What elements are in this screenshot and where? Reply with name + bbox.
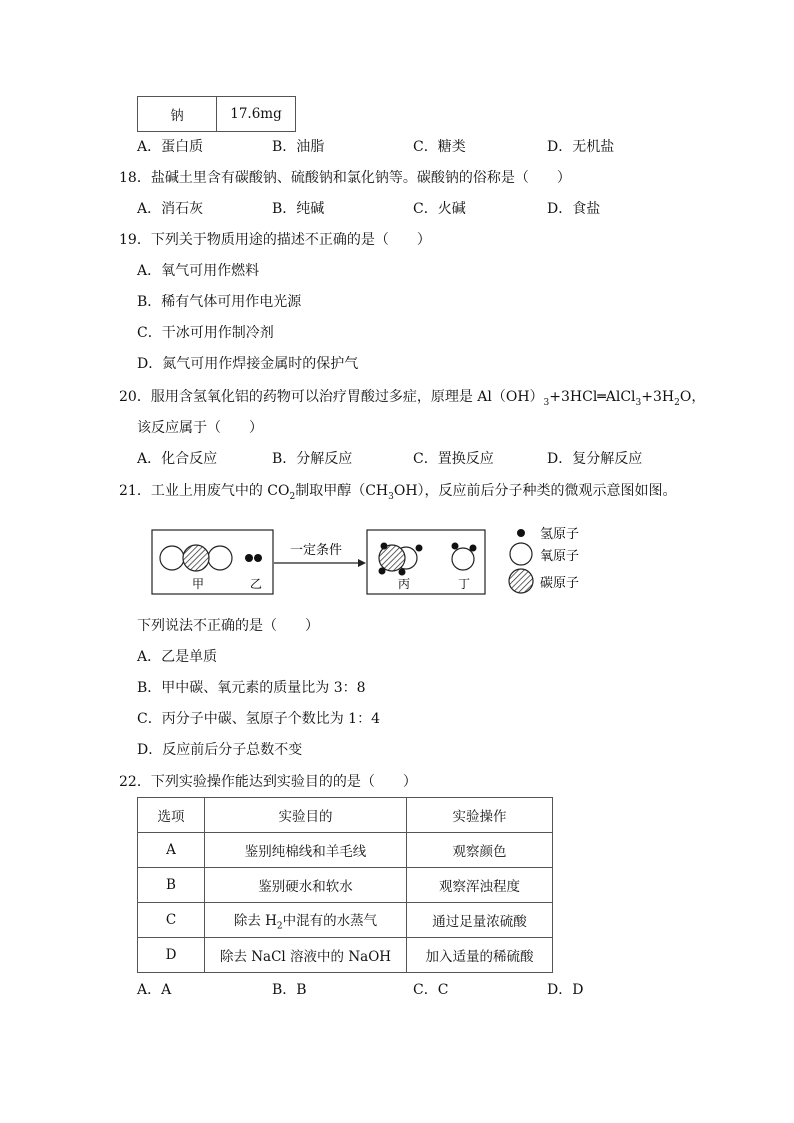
q17-option-b[interactable]: B．油脂 [272,139,325,155]
q19-option-d[interactable]: D．氮气可用作焊接金属时的保护气 [137,356,359,372]
q18-stem: 18．盐碱土里含有碳酸钠、硫酸钠和氯化钠等。碳酸钠的俗称是（ ） [119,170,571,186]
q18-options [137,199,697,219]
row-option: C [138,903,205,938]
q17-options [137,137,697,157]
row-option: A [138,833,205,868]
q18-option-c[interactable]: C．火碱 [413,201,466,217]
nutrient-value-cell: 17.6mg [217,97,296,132]
q19-option-a[interactable]: A．氧气可用作燃料 [137,263,260,279]
row-operation: 加入适量的稀硫酸 [407,938,553,973]
legend-carbon-icon [509,569,533,593]
row-purpose: 鉴别纯棉线和羊毛线 [205,833,407,868]
q21-option-b[interactable]: B．甲中碳、氧元素的质量比为 3：8 [137,680,366,696]
header-option: 选项 [138,798,205,833]
hydrogen-atom [416,545,423,552]
arrow-condition: 一定条件 [290,543,343,558]
row-purpose: 除去 $H_2$中混有的水蒸气 [205,903,407,938]
hydrogen-atom [381,543,388,550]
legend-oxygen-icon [510,543,532,565]
row-operation: 通过足量浓硫酸 [407,903,553,938]
table-row [138,903,553,938]
q21-follow: 下列说法不正确的是（ ） [137,618,319,634]
table-header-row [138,798,553,833]
hydrogen-atom [379,568,386,575]
row-purpose: 除去 NaCl 溶液中的 NaOH [205,938,407,973]
q17-option-c[interactable]: C．糖类 [413,139,466,155]
q19-option-c[interactable]: C．干冰可用作制冷剂 [137,325,274,341]
q21-stem: 21．工业上用废气中的 $CO_2$制取甲醇$(CH_3OH)$，反应前后分子种类的微观示意图如图。 [119,483,677,502]
oxygen-atom [452,548,474,570]
carbon-atom [183,545,209,571]
co2-molecule [160,545,232,571]
row-option: B [138,868,205,903]
nutrition-table-fragment [137,96,296,132]
q20-option-a[interactable]: A．化合反应 [137,451,218,467]
q20-stem: 20．服用含氢氧化铝的药物可以治疗胃酸过多症，原理是 $Al(OH)_3+3HCl═AlCl_3+3H_2O$， [119,389,706,408]
q21-option-d[interactable]: D．反应前后分子总数不变 [137,742,303,758]
row-option: D [138,938,205,973]
q22-table [137,797,553,973]
hydrogen-atom [254,554,262,562]
q18-option-a[interactable]: A．消石灰 [137,201,204,217]
q22-option-c[interactable]: C．C [413,982,449,998]
q22-option-d[interactable]: D．D [547,982,584,998]
q22-stem: 22．下列实验操作能达到实验目的的是（ ） [119,774,417,790]
label-jia: 甲 [192,577,205,591]
row-purpose: 鉴别硬水和软水 [205,868,407,903]
header-operation: 实验操作 [407,798,553,833]
table-row [138,868,553,903]
q17-option-a[interactable]: A．蛋白质 [137,139,204,155]
q22-option-a[interactable]: A．A [137,982,172,998]
q20-option-b[interactable]: B．分解反应 [272,451,353,467]
hydrogen-atom [399,569,406,576]
header-purpose: 实验目的 [205,798,407,833]
hydrogen-atom [470,545,477,552]
label-yi: 乙 [250,577,263,591]
oxygen-atom [208,546,232,570]
q19-stem: 19．下列关于物质用途的描述不正确的是（ ） [119,232,431,248]
arrow-head-icon [358,559,366,567]
legend-hydrogen-icon [517,529,525,537]
molecule-reaction-diagram [140,518,600,606]
legend-carbon: 碳原子 [540,576,580,591]
q20-option-d[interactable]: D．复分解反应 [547,451,643,467]
legend-oxygen: 氧原子 [540,549,580,564]
q21-option-a[interactable]: A．乙是单质 [137,649,218,665]
row-operation: 观察浑浊程度 [407,868,553,903]
q22-options [137,980,697,1000]
oxygen-atom [160,546,184,570]
q20-option-c[interactable]: C．置换反应 [413,451,494,467]
legend-hydrogen: 氢原子 [540,527,580,542]
hydrogen-atom [452,543,459,550]
q20-options [137,449,697,469]
label-ding: 丁 [458,577,471,591]
q17-option-d[interactable]: D．无机盐 [547,139,615,155]
q22-option-b[interactable]: B．B [272,982,307,998]
nutrient-name-cell: 钠 [138,97,217,132]
q21-option-c[interactable]: C．丙分子中碳、氢原子个数比为 1：4 [137,711,380,727]
hydrogen-atom [245,554,253,562]
label-bing: 丙 [398,577,411,591]
q19-option-b[interactable]: B．稀有气体可用作电光源 [137,294,302,310]
table-row [138,938,553,973]
row-operation: 观察颜色 [407,833,553,868]
q18-option-b[interactable]: B．纯碱 [272,201,325,217]
table-row [138,833,553,868]
q20-stem-line2: 该反应属于（ ） [137,420,263,436]
q18-option-d[interactable]: D．食盐 [547,201,601,217]
